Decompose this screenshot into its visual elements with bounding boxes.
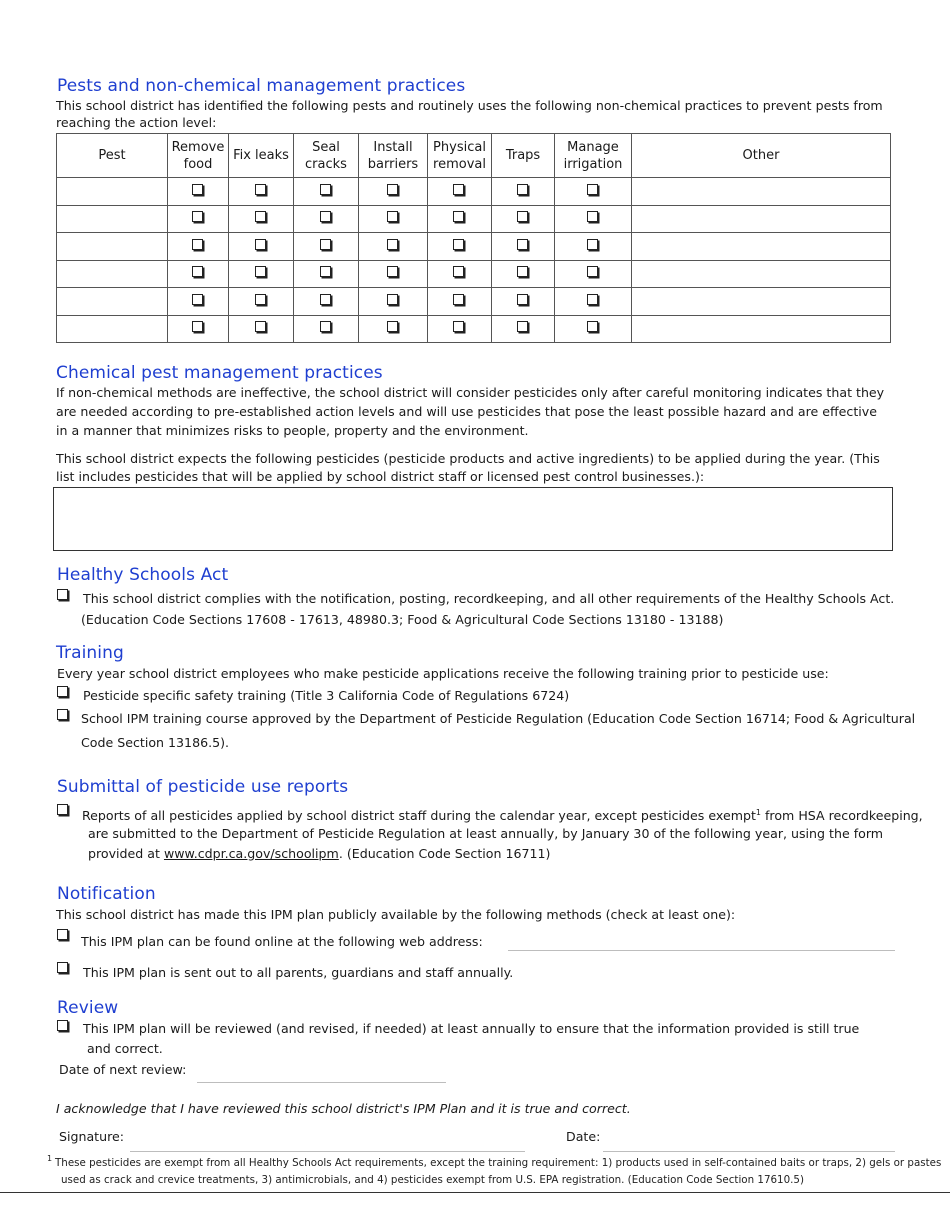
reports-line1 <box>82 803 923 825</box>
install-barriers-checkbox[interactable] <box>387 239 398 250</box>
notification-heading: Notification <box>57 884 156 904</box>
manage-irrigation-checkbox[interactable] <box>587 184 598 195</box>
manage-irrigation-cell <box>555 205 632 233</box>
remove-food-checkbox[interactable] <box>192 211 203 222</box>
seal-cracks-cell <box>294 315 359 343</box>
pests-intro-line2: reaching the action level: <box>56 115 217 130</box>
col-header-fix-leaks: Fix leaks <box>229 134 294 178</box>
manage-irrigation-cell <box>555 288 632 316</box>
remove-food-checkbox[interactable] <box>192 266 203 277</box>
fix-leaks-checkbox[interactable] <box>255 321 266 332</box>
notification-mailed-checkbox[interactable] <box>57 962 68 973</box>
install-barriers-cell <box>359 233 428 261</box>
remove-food-checkbox[interactable] <box>192 239 203 250</box>
physical-removal-cell <box>428 205 492 233</box>
pest-name-cell[interactable] <box>57 315 168 343</box>
reports-heading: Submittal of pesticide use reports <box>57 777 349 797</box>
seal-cracks-checkbox[interactable] <box>320 239 331 250</box>
notification-online-checkbox[interactable] <box>57 929 68 940</box>
install-barriers-cell <box>359 178 428 206</box>
traps-checkbox[interactable] <box>517 239 528 250</box>
traps-checkbox[interactable] <box>517 294 528 305</box>
pesticide-list-value <box>54 488 892 496</box>
seal-cracks-cell <box>294 260 359 288</box>
physical-removal-checkbox[interactable] <box>453 184 464 195</box>
col-header-install-barriers: Install barriers <box>359 134 428 178</box>
pest-name-cell[interactable] <box>57 288 168 316</box>
pesticide-list-field[interactable] <box>53 487 893 551</box>
reports-line3-suffix: . (Education Code Section 16711) <box>338 846 551 861</box>
reports-line1-a: Reports of all pesticides applied by school district staff during the calendar year, except pesticides exempt <box>82 808 756 824</box>
notification-online-label: This IPM plan can be found online at the following web address: <box>81 934 483 949</box>
traps-cell <box>492 288 555 316</box>
install-barriers-cell <box>359 260 428 288</box>
ack-date-input-line[interactable] <box>603 1151 895 1152</box>
training-ipm-course-line1: School IPM training course approved by the Department of Pesticide Regulation (Education Code Section 16714; Food & Agricultural <box>81 711 916 726</box>
signature-label: Signature: <box>59 1129 124 1144</box>
manage-irrigation-cell <box>555 260 632 288</box>
table-row <box>57 260 891 288</box>
footnote-line1: These pesticides are exempt from all Healthy Schools Act requirements, except the training requirement: 1) products used in self-contained baits or traps, 2) gels or pastes <box>55 1157 942 1169</box>
review-date-input-line[interactable] <box>197 1082 446 1083</box>
reports-line2: are submitted to the Department of Pesticide Regulation at least annually, by January 30 of the following year, using the form <box>88 826 884 841</box>
page-bottom-rule <box>0 1192 950 1193</box>
other-cell[interactable] <box>632 288 891 316</box>
seal-cracks-cell <box>294 288 359 316</box>
manage-irrigation-cell <box>555 178 632 206</box>
notification-intro: This school district has made this IPM plan publicly available by the following methods (check at least one): <box>56 907 736 922</box>
install-barriers-checkbox[interactable] <box>387 211 398 222</box>
fix-leaks-checkbox[interactable] <box>255 184 266 195</box>
signature-input-line[interactable] <box>130 1151 525 1152</box>
col-header-other: Other <box>632 134 891 178</box>
other-cell[interactable] <box>632 315 891 343</box>
seal-cracks-cell <box>294 205 359 233</box>
physical-removal-checkbox[interactable] <box>453 239 464 250</box>
install-barriers-cell <box>359 315 428 343</box>
manage-irrigation-checkbox[interactable] <box>587 211 598 222</box>
cdpr-schoolipm-link[interactable]: www.cdpr.ca.gov/schoolipm <box>163 846 339 861</box>
hsa-compliance-line2: (Education Code Sections 17608 - 17613, 48980.3; Food & Agricultural Code Sections 13180 - 13188) <box>81 612 724 627</box>
reports-line3 <box>88 844 550 863</box>
notification-mailed-label: This IPM plan is sent out to all parents, guardians and staff annually. <box>83 965 514 980</box>
web-address-input-line[interactable] <box>508 950 895 951</box>
pest-name-cell[interactable] <box>57 233 168 261</box>
remove-food-checkbox[interactable] <box>192 294 203 305</box>
seal-cracks-cell <box>294 178 359 206</box>
physical-removal-checkbox[interactable] <box>453 321 464 332</box>
fix-leaks-checkbox[interactable] <box>255 294 266 305</box>
pests-intro-line1: This school district has identified the following pests and routinely uses the following non-chemical practices to prevent pests from <box>56 98 883 113</box>
seal-cracks-checkbox[interactable] <box>320 266 331 277</box>
fix-leaks-cell <box>229 288 294 316</box>
review-heading: Review <box>57 998 119 1018</box>
manage-irrigation-checkbox[interactable] <box>587 239 598 250</box>
fix-leaks-checkbox[interactable] <box>255 211 266 222</box>
table-row <box>57 205 891 233</box>
other-cell[interactable] <box>632 205 891 233</box>
chemical-para1-line1: If non-chemical methods are ineffective, the school district will consider pesticides only after careful monitoring indicates that they <box>56 385 885 400</box>
physical-removal-cell <box>428 288 492 316</box>
col-header-pest: Pest <box>57 134 168 178</box>
table-row <box>57 178 891 206</box>
seal-cracks-checkbox[interactable] <box>320 294 331 305</box>
training-heading: Training <box>56 643 124 663</box>
pests-table <box>56 133 891 343</box>
install-barriers-cell <box>359 288 428 316</box>
traps-cell <box>492 260 555 288</box>
table-row <box>57 288 891 316</box>
manage-irrigation-checkbox[interactable] <box>587 321 598 332</box>
footnote-mark: 1 <box>47 1154 53 1163</box>
physical-removal-checkbox[interactable] <box>453 294 464 305</box>
reports-checkbox[interactable] <box>57 804 68 815</box>
other-cell[interactable] <box>632 178 891 206</box>
manage-irrigation-cell <box>555 315 632 343</box>
review-checkbox[interactable] <box>57 1020 68 1031</box>
reports-line1-b: from HSA recordkeeping, <box>761 808 923 824</box>
table-row <box>57 315 891 343</box>
col-header-traps: Traps <box>492 134 555 178</box>
pest-name-cell[interactable] <box>57 178 168 206</box>
pests-table-header-row <box>57 134 891 178</box>
review-line2: and correct. <box>87 1041 163 1056</box>
physical-removal-checkbox[interactable] <box>453 266 464 277</box>
manage-irrigation-checkbox[interactable] <box>587 266 598 277</box>
fix-leaks-checkbox[interactable] <box>255 266 266 277</box>
fix-leaks-cell <box>229 178 294 206</box>
acknowledgement-statement: I acknowledge that I have reviewed this school district's IPM Plan and it is true and correct. <box>56 1101 631 1116</box>
manage-irrigation-checkbox[interactable] <box>587 294 598 305</box>
physical-removal-cell <box>428 315 492 343</box>
hsa-compliance-line1: This school district complies with the notification, posting, recordkeeping, and all other requirements of the Healthy Schools Act. <box>83 591 895 606</box>
traps-cell <box>492 315 555 343</box>
remove-food-cell <box>168 260 229 288</box>
pest-name-cell[interactable] <box>57 260 168 288</box>
traps-cell <box>492 233 555 261</box>
fix-leaks-cell <box>229 205 294 233</box>
remove-food-cell <box>168 233 229 261</box>
traps-checkbox[interactable] <box>517 184 528 195</box>
col-header-physical-removal: Physical removal <box>428 134 492 178</box>
ack-date-label: Date: <box>566 1129 601 1144</box>
hsa-compliance-checkbox[interactable] <box>57 589 68 600</box>
traps-checkbox[interactable] <box>517 321 528 332</box>
review-line1: This IPM plan will be reviewed (and revised, if needed) at least annually to ensure that the information provided is still true <box>83 1021 860 1036</box>
chemical-para1-line2: are needed according to pre-established action levels and will use pesticides that pose the least possible hazard and are effective <box>56 404 877 419</box>
physical-removal-checkbox[interactable] <box>453 211 464 222</box>
pest-name-cell[interactable] <box>57 205 168 233</box>
training-safety-label: Pesticide specific safety training (Title 3 California Code of Regulations 6724) <box>83 688 570 703</box>
remove-food-checkbox[interactable] <box>192 184 203 195</box>
hsa-heading: Healthy Schools Act <box>57 565 229 585</box>
install-barriers-cell <box>359 205 428 233</box>
pests-heading: Pests and non-chemical management practices <box>57 76 466 96</box>
physical-removal-cell <box>428 260 492 288</box>
physical-removal-cell <box>428 178 492 206</box>
chemical-para2-line2: list includes pesticides that will be applied by school district staff or licensed pest control businesses.): <box>56 469 705 484</box>
col-header-manage-irrigation: Manage irrigation <box>555 134 632 178</box>
chemical-para2-line1: This school district expects the following pesticides (pesticide products and active ingredients) to be applied during the year. (This <box>56 451 880 466</box>
install-barriers-checkbox[interactable] <box>387 321 398 332</box>
remove-food-checkbox[interactable] <box>192 321 203 332</box>
install-barriers-checkbox[interactable] <box>387 184 398 195</box>
remove-food-cell <box>168 178 229 206</box>
review-date-label: Date of next review: <box>59 1062 187 1077</box>
chemical-heading: Chemical pest management practices <box>56 363 383 383</box>
install-barriers-checkbox[interactable] <box>387 294 398 305</box>
training-ipm-course-line2: Code Section 13186.5). <box>81 735 230 750</box>
traps-checkbox[interactable] <box>517 211 528 222</box>
seal-cracks-checkbox[interactable] <box>320 211 331 222</box>
training-ipm-course-checkbox[interactable] <box>57 709 68 720</box>
table-row <box>57 233 891 261</box>
fix-leaks-cell <box>229 233 294 261</box>
traps-cell <box>492 178 555 206</box>
footnote-line2: used as crack and crevice treatments, 3) antimicrobials, and 4) pesticides exempt from U.S. EPA registration. (Education Code Section 17610.5) <box>61 1174 804 1186</box>
fix-leaks-cell <box>229 260 294 288</box>
traps-checkbox[interactable] <box>517 266 528 277</box>
seal-cracks-checkbox[interactable] <box>320 184 331 195</box>
other-cell[interactable] <box>632 260 891 288</box>
fix-leaks-cell <box>229 315 294 343</box>
seal-cracks-cell <box>294 233 359 261</box>
install-barriers-checkbox[interactable] <box>387 266 398 277</box>
remove-food-cell <box>168 315 229 343</box>
traps-cell <box>492 205 555 233</box>
remove-food-cell <box>168 288 229 316</box>
remove-food-cell <box>168 205 229 233</box>
fix-leaks-checkbox[interactable] <box>255 239 266 250</box>
reports-footnote-mark: 1 <box>755 808 761 817</box>
manage-irrigation-cell <box>555 233 632 261</box>
training-safety-checkbox[interactable] <box>57 686 68 697</box>
reports-line3-prefix: provided at <box>88 846 164 861</box>
physical-removal-cell <box>428 233 492 261</box>
seal-cracks-checkbox[interactable] <box>320 321 331 332</box>
other-cell[interactable] <box>632 233 891 261</box>
chemical-para1-line3: in a manner that minimizes risks to people, property and the environment. <box>56 423 529 438</box>
col-header-seal-cracks: Seal cracks <box>294 134 359 178</box>
training-intro: Every year school district employees who make pesticide applications receive the following training prior to pesticide use: <box>57 666 829 681</box>
col-header-remove-food: Remove food <box>168 134 229 178</box>
